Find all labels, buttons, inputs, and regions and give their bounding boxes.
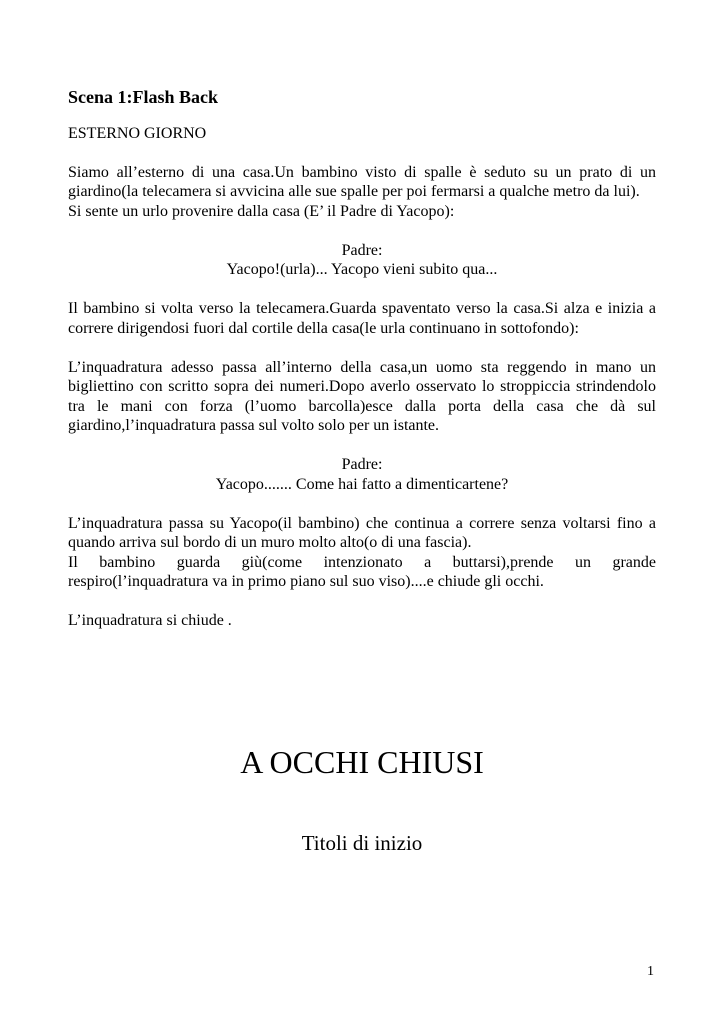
- paragraph-intro-scream: Si sente un urlo provenire dalla casa (E’ il Padre di Yacopo):: [68, 202, 455, 220]
- script-body: [68, 86, 656, 631]
- paragraph-child-runs: Il bambino si volta verso la telecamera.Guarda spaventato verso la casa.Si alza e inizia a correre dirigendosi fuori dal cortile della casa(le urla continuano in sottofondo):: [68, 300, 656, 337]
- scene-title: Scena 1:Flash Back: [68, 87, 219, 107]
- dialogue-line-2: Yacopo....... Come hai fatto a dimenticartene?: [215, 475, 509, 493]
- dialogue-line-1: Yacopo!(urla)... Yacopo vieni subito qua...: [226, 261, 498, 278]
- paragraph-intro: Siamo all’esterno di una casa.Un bambino visto di spalle è seduto su un prato di un giardino(la telecamera si avvicina alle sue spalle per poi fermarsi a qualche metro da lui).: [68, 163, 656, 200]
- dialogue-speaker-1: Padre:: [341, 241, 383, 259]
- paragraph-wall: L’inquadratura passa su Yacopo(il bambino) che continua a correre senza voltarsi fino a quando arriva sul bordo di un muro molto alto(o di una fascia).: [68, 514, 656, 551]
- page-number: 1: [647, 964, 654, 979]
- paragraph-closing: L’inquadratura si chiude .: [68, 612, 232, 629]
- paragraph-inside-house: L’inquadratura adesso passa all’interno della casa,un uomo sta reggendo in mano un bigliettino con scritto sopra dei numeri.Dopo averlo osservato lo stroppiccia strindendolo tra le mani con forza (l’uomo barcolla)esce dalla porta della casa che dà sul giardino,l’inquadratura passa sul volto solo per un istante.: [68, 358, 656, 434]
- dialogue-speaker-2: Padre:: [341, 456, 383, 473]
- film-title: A OCCHI CHIUSI: [240, 744, 484, 780]
- paragraph-breath: Il bambino guarda giù(come intenzionato a buttarsi),prende un grande respiro(l’inquadratura va in primo piano sul suo viso)....e chiude gli occhi.: [68, 553, 656, 590]
- scene-setting: ESTERNO GIORNO: [68, 125, 207, 142]
- opening-credits-label: Titoli di inizio: [301, 831, 423, 855]
